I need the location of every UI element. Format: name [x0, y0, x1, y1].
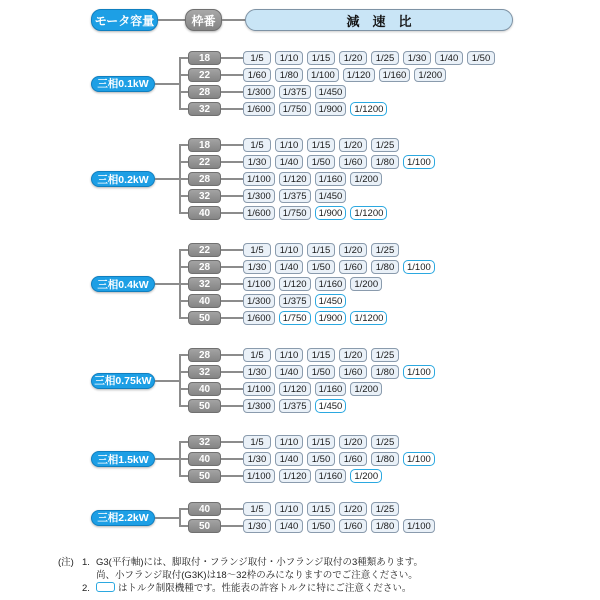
ratio-box-torque-limited: 1/450 — [315, 399, 347, 413]
ratio-box: 1/375 — [279, 85, 311, 99]
ratio-box: 1/40 — [275, 365, 303, 379]
frame-number-box: 32 — [188, 365, 221, 379]
ratio-box: 1/15 — [307, 348, 335, 362]
ratio-box: 1/450 — [315, 85, 347, 99]
ratio-row — [243, 260, 435, 274]
connector-line — [155, 458, 181, 460]
ratio-box: 1/300 — [243, 294, 275, 308]
frame-number-box: 50 — [188, 469, 221, 483]
ratio-box: 1/900 — [315, 102, 347, 116]
ratio-row — [243, 155, 435, 169]
ratio-box: 1/15 — [307, 502, 335, 516]
ratio-box: 1/60 — [339, 365, 367, 379]
ratio-box: 1/15 — [307, 138, 335, 152]
connector-line — [221, 161, 244, 163]
ratio-box: 1/10 — [275, 502, 303, 516]
connector-line — [221, 508, 244, 510]
ratio-row — [243, 294, 346, 308]
footnote-line — [58, 582, 423, 595]
reduction-ratio-header — [245, 9, 513, 31]
ratio-box: 1/200 — [350, 172, 382, 186]
frame-number-box: 32 — [188, 189, 221, 203]
ratio-box: 1/375 — [279, 189, 311, 203]
ratio-box-torque-limited: 1/100 — [403, 155, 435, 169]
connector-line — [221, 283, 244, 285]
ratio-row — [243, 382, 382, 396]
frame-number-box: 22 — [188, 243, 221, 257]
ratio-row — [243, 519, 435, 533]
ratio-row — [243, 348, 399, 362]
ratio-box: 1/160 — [379, 68, 411, 82]
torque-limited-box-icon — [96, 582, 115, 592]
ratio-box: 1/50 — [307, 365, 335, 379]
ratio-box: 1/100 — [403, 519, 435, 533]
ratio-box: 1/80 — [371, 260, 399, 274]
connector-line — [221, 475, 244, 477]
connector-line — [221, 458, 244, 460]
connector-line — [155, 380, 181, 382]
ratio-row — [243, 138, 399, 152]
ratio-box: 1/50 — [467, 51, 495, 65]
ratio-box: 1/160 — [315, 382, 347, 396]
ratio-box: 1/375 — [279, 294, 311, 308]
ratio-box: 1/80 — [371, 365, 399, 379]
footnotes — [58, 556, 423, 595]
connector-line — [221, 354, 244, 356]
ratio-box: 1/15 — [307, 51, 335, 65]
ratio-box: 1/25 — [371, 348, 399, 362]
ratio-box: 1/10 — [275, 243, 303, 257]
ratio-box: 1/30 — [243, 452, 271, 466]
frame-number-box: 50 — [188, 311, 221, 325]
footnote-line — [58, 569, 423, 582]
ratio-box: 1/50 — [307, 519, 335, 533]
connector-line — [221, 144, 244, 146]
ratio-row — [243, 469, 382, 483]
ratio-box: 1/80 — [275, 68, 303, 82]
ratio-box: 1/25 — [371, 243, 399, 257]
ratio-box: 1/30 — [243, 519, 271, 533]
footnote-mark: (注) — [58, 557, 74, 568]
ratio-box: 1/160 — [315, 469, 347, 483]
connector-line — [221, 212, 244, 214]
ratio-box: 1/300 — [243, 399, 275, 413]
ratio-row — [243, 85, 346, 99]
ratio-box: 1/40 — [275, 155, 303, 169]
frame-number-box: 18 — [188, 51, 221, 65]
ratio-box: 1/5 — [243, 502, 271, 516]
ratio-box: 1/100 — [243, 277, 275, 291]
connector-line — [221, 525, 244, 527]
ratio-box: 1/120 — [343, 68, 375, 82]
ratio-box-torque-limited: 1/200 — [350, 469, 382, 483]
ratio-box: 1/40 — [275, 519, 303, 533]
connector-line — [222, 19, 245, 21]
footnote-text: はトルク制限機種です。性能表の許容トルクに特にご注意ください。 — [96, 582, 411, 595]
frame-number-box: 50 — [188, 399, 221, 413]
frame-number-box: 40 — [188, 502, 221, 516]
ratio-box: 1/5 — [243, 435, 271, 449]
ratio-box: 1/25 — [371, 502, 399, 516]
ratio-box-torque-limited: 1/100 — [403, 452, 435, 466]
ratio-row — [243, 172, 382, 186]
frame-number-box: 40 — [188, 206, 221, 220]
ratio-box: 1/450 — [315, 189, 347, 203]
ratio-box: 1/30 — [243, 155, 271, 169]
frame-number-box: 18 — [188, 138, 221, 152]
motor-capacity-label: 三相0.1kW — [91, 76, 155, 92]
connector-line — [155, 517, 181, 519]
ratio-box: 1/375 — [279, 399, 311, 413]
connector-line — [158, 19, 185, 21]
ratio-box: 1/25 — [371, 435, 399, 449]
ratio-box-torque-limited: 1/1200 — [350, 206, 387, 220]
frame-number-box: 40 — [188, 382, 221, 396]
connector-line — [221, 57, 244, 59]
connector-line — [179, 57, 181, 110]
connector-line — [221, 74, 244, 76]
motor-capacity-label: 三相0.2kW — [91, 171, 155, 187]
ratio-box: 1/750 — [279, 206, 311, 220]
connector-line — [221, 91, 244, 93]
footnote-line — [58, 556, 423, 569]
ratio-box: 1/20 — [339, 243, 367, 257]
ratio-box-torque-limited: 1/100 — [403, 260, 435, 274]
ratio-box: 1/60 — [243, 68, 271, 82]
frame-number-box: 40 — [188, 452, 221, 466]
ratio-box: 1/20 — [339, 435, 367, 449]
reduction-ratio-header-label: 減速比 — [346, 13, 425, 29]
frame-number-box: 22 — [188, 155, 221, 169]
connector-line — [221, 108, 244, 110]
motor-capacity-label: 三相0.75kW — [91, 373, 155, 389]
motor-capacity-label: 三相2.2kW — [91, 510, 155, 526]
ratio-box: 1/40 — [275, 452, 303, 466]
ratio-box-torque-limited: 1/900 — [315, 206, 347, 220]
ratio-row — [243, 277, 382, 291]
ratio-box: 1/50 — [307, 155, 335, 169]
frame-number-box: 50 — [188, 519, 221, 533]
ratio-box: 1/100 — [243, 382, 275, 396]
ratio-row — [243, 365, 435, 379]
connector-line — [179, 354, 181, 407]
ratio-box: 1/20 — [339, 502, 367, 516]
ratio-row — [243, 452, 435, 466]
connector-line — [221, 249, 244, 251]
ratio-box-torque-limited: 1/100 — [403, 365, 435, 379]
connector-line — [155, 178, 181, 180]
footnote-text: 尚、小フランジ取付(G3K)は18～32枠のみになりますのでご注意ください。 — [96, 570, 418, 581]
ratio-box: 1/80 — [371, 519, 399, 533]
ratio-box: 1/30 — [243, 260, 271, 274]
ratio-row — [243, 102, 387, 116]
frame-number-box: 22 — [188, 68, 221, 82]
connector-line — [221, 441, 244, 443]
ratio-box: 1/5 — [243, 243, 271, 257]
ratio-row — [243, 311, 387, 325]
ratio-row — [243, 243, 399, 257]
ratio-box: 1/80 — [371, 452, 399, 466]
ratio-box: 1/600 — [243, 311, 275, 325]
ratio-row — [243, 399, 346, 413]
motor-capacity-header-label: モータ容量 — [94, 13, 155, 28]
ratio-row — [243, 189, 346, 203]
frame-number-box: 32 — [188, 435, 221, 449]
ratio-box: 1/50 — [307, 452, 335, 466]
footnote-number: 1. — [82, 557, 90, 568]
ratio-box: 1/15 — [307, 435, 335, 449]
ratio-box: 1/5 — [243, 138, 271, 152]
ratio-box: 1/10 — [275, 51, 303, 65]
ratio-box: 1/60 — [339, 260, 367, 274]
ratio-box: 1/30 — [243, 365, 271, 379]
connector-line — [221, 195, 244, 197]
ratio-box: 1/100 — [307, 68, 339, 82]
footnote-text: G3(平行軸)には、脚取付・フランジ取付・小フランジ取付の3種類あります。 — [96, 557, 424, 568]
ratio-box: 1/60 — [339, 155, 367, 169]
ratio-box: 1/200 — [350, 382, 382, 396]
motor-capacity-label: 三相0.4kW — [91, 276, 155, 292]
ratio-box: 1/200 — [414, 68, 446, 82]
connector-line — [155, 283, 181, 285]
ratio-box: 1/160 — [315, 172, 347, 186]
ratio-box: 1/25 — [371, 51, 399, 65]
ratio-box: 1/20 — [339, 51, 367, 65]
ratio-box: 1/120 — [279, 469, 311, 483]
ratio-box: 1/50 — [307, 260, 335, 274]
ratio-box: 1/750 — [279, 102, 311, 116]
ratio-box: 1/60 — [339, 519, 367, 533]
ratio-box: 1/120 — [279, 382, 311, 396]
ratio-box: 1/20 — [339, 138, 367, 152]
ratio-box: 1/10 — [275, 138, 303, 152]
connector-line — [221, 300, 244, 302]
connector-line — [221, 388, 244, 390]
ratio-box: 1/40 — [275, 260, 303, 274]
ratio-box: 1/10 — [275, 435, 303, 449]
frame-number-box: 40 — [188, 294, 221, 308]
ratio-box: 1/600 — [243, 206, 275, 220]
frame-number-header — [185, 9, 222, 31]
ratio-box: 1/300 — [243, 189, 275, 203]
ratio-box: 1/120 — [279, 277, 311, 291]
ratio-box: 1/160 — [315, 277, 347, 291]
ratio-row — [243, 68, 446, 82]
ratio-box-torque-limited: 1/750 — [279, 311, 311, 325]
ratio-box-torque-limited: 1/900 — [315, 311, 347, 325]
ratio-row — [243, 502, 399, 516]
frame-number-box: 32 — [188, 277, 221, 291]
ratio-box: 1/120 — [279, 172, 311, 186]
motor-capacity-label: 三相1.5kW — [91, 451, 155, 467]
frame-number-box: 28 — [188, 260, 221, 274]
connector-line — [221, 371, 244, 373]
footnote-number: 2. — [82, 583, 90, 594]
ratio-row — [243, 206, 387, 220]
ratio-box: 1/60 — [339, 452, 367, 466]
frame-number-header-label: 枠番 — [191, 13, 216, 28]
ratio-box: 1/5 — [243, 348, 271, 362]
ratio-box: 1/100 — [243, 469, 275, 483]
ratio-box: 1/300 — [243, 85, 275, 99]
ratio-box: 1/15 — [307, 243, 335, 257]
frame-number-box: 28 — [188, 348, 221, 362]
ratio-box: 1/25 — [371, 138, 399, 152]
ratio-box: 1/600 — [243, 102, 275, 116]
ratio-box: 1/20 — [339, 348, 367, 362]
motor-capacity-header — [91, 9, 158, 31]
ratio-box-torque-limited: 1/450 — [315, 294, 347, 308]
connector-line — [221, 178, 244, 180]
ratio-box: 1/40 — [435, 51, 463, 65]
frame-number-box: 28 — [188, 172, 221, 186]
ratio-row — [243, 51, 495, 65]
connector-line — [221, 317, 244, 319]
ratio-box: 1/5 — [243, 51, 271, 65]
connector-line — [221, 405, 244, 407]
frame-number-box: 32 — [188, 102, 221, 116]
ratio-box-torque-limited: 1/1200 — [350, 102, 387, 116]
ratio-box: 1/80 — [371, 155, 399, 169]
connector-line — [155, 83, 181, 85]
ratio-box: 1/10 — [275, 348, 303, 362]
connector-line — [221, 266, 244, 268]
ratio-box-torque-limited: 1/1200 — [350, 311, 387, 325]
ratio-box: 1/100 — [243, 172, 275, 186]
frame-number-box: 28 — [188, 85, 221, 99]
ratio-box: 1/30 — [403, 51, 431, 65]
ratio-row — [243, 435, 399, 449]
ratio-box: 1/200 — [350, 277, 382, 291]
